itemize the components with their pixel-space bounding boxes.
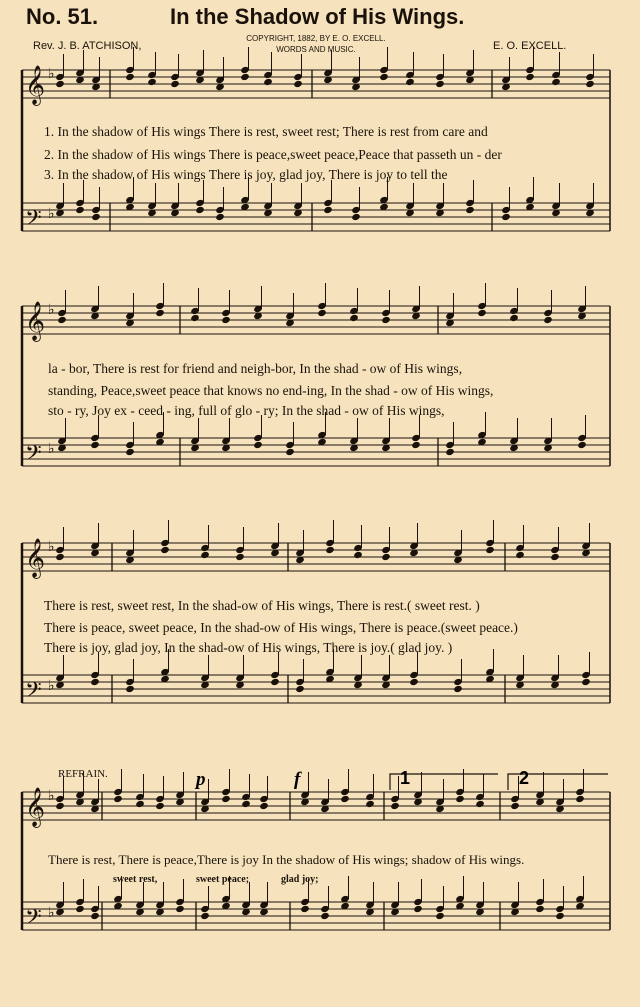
treble-clef-icon: 𝄞: [25, 301, 46, 341]
treble-note: [435, 80, 445, 88]
copyright-subline: WORDS AND MUSIC.: [276, 45, 356, 54]
treble-clef-icon: 𝄞: [25, 787, 46, 827]
hymn-number: No. 51.: [26, 4, 99, 29]
echo-lyric: sweet peace;: [196, 874, 250, 885]
lyric-line: standing, Peace,sweet peace that knows no end-ing, In the shad - ow of His wings,: [48, 383, 494, 398]
treble-note: [155, 309, 165, 317]
flat-icon: ♭: [48, 441, 55, 457]
treble-note: [241, 800, 251, 808]
treble-note: [390, 802, 400, 810]
composer-credit: E. O. EXCELL.: [493, 40, 567, 52]
flat-icon: ♭: [48, 788, 55, 804]
treble-note: [485, 546, 495, 554]
treble-note: [160, 546, 170, 554]
flat-icon: ♭: [48, 206, 55, 222]
dynamic-marking: f: [294, 769, 301, 790]
treble-note: [475, 800, 485, 808]
lyric-line: There is rest, sweet rest, In the shad-ow of His wings, There is rest.( sweet rest. ): [44, 598, 480, 613]
bass-note: [411, 441, 421, 449]
bass-note: [320, 912, 330, 920]
bass-note: [435, 912, 445, 920]
author-credit: Rev. J. B. ATCHISON,: [33, 40, 142, 52]
treble-note: [585, 80, 595, 88]
treble-note: [510, 802, 520, 810]
bass-note: [465, 206, 475, 214]
treble-note: [543, 316, 553, 324]
treble-note: [353, 551, 363, 559]
treble-note: [365, 800, 375, 808]
bass-note: [175, 905, 185, 913]
hymn-title: In the Shadow of His Wings.: [170, 4, 465, 29]
bass-note: [577, 441, 587, 449]
bass-note: [215, 213, 225, 221]
treble-note: [550, 553, 560, 561]
bass-note: [285, 448, 295, 456]
treble-note: [55, 553, 65, 561]
bass-note: [90, 678, 100, 686]
lyric-line: 1. In the shadow of His wings There is rest, sweet rest; There is rest from care and: [44, 124, 488, 139]
bass-note: [75, 206, 85, 214]
flat-icon: ♭: [48, 905, 55, 921]
bass-note: [555, 912, 565, 920]
treble-note: [349, 314, 359, 322]
treble-note: [340, 795, 350, 803]
bass-note: [125, 685, 135, 693]
treble-note: [125, 73, 135, 81]
treble-note: [379, 73, 389, 81]
treble-note: [155, 802, 165, 810]
bass-clef-icon: 𝄢: [25, 206, 42, 236]
treble-note: [525, 73, 535, 81]
lyric-line: la - bor, There is rest for friend and neigh-bor, In the shad - ow of His wings,: [48, 361, 463, 376]
treble-note: [55, 80, 65, 88]
bass-note: [409, 678, 419, 686]
bass-note: [535, 905, 545, 913]
treble-note: [135, 800, 145, 808]
treble-note: [147, 78, 157, 86]
treble-note: [235, 553, 245, 561]
flat-icon: ♭: [48, 678, 55, 694]
bass-note: [91, 213, 101, 221]
bass-note: [501, 213, 511, 221]
bass-note: [270, 678, 280, 686]
lyric-line: 2. In the shadow of His wings There is peace,sweet peace,Peace that passeth un - der: [44, 147, 502, 162]
bass-note: [581, 678, 591, 686]
treble-note: [575, 795, 585, 803]
lyric-line: There is joy, glad joy, In the shad-ow of His wings, There is joy.( glad joy. ): [44, 640, 453, 655]
treble-note: [455, 795, 465, 803]
bass-note: [75, 905, 85, 913]
bass-note: [295, 685, 305, 693]
treble-clef-icon: 𝄞: [25, 538, 46, 578]
flat-icon: ♭: [48, 302, 55, 318]
treble-note: [551, 78, 561, 86]
bass-note: [453, 685, 463, 693]
bass-note: [200, 912, 210, 920]
bass-note: [323, 206, 333, 214]
treble-note: [55, 802, 65, 810]
treble-note: [190, 314, 200, 322]
treble-note: [221, 316, 231, 324]
flat-icon: ♭: [48, 66, 55, 82]
treble-note: [381, 553, 391, 561]
bass-note: [445, 448, 455, 456]
treble-note: [325, 546, 335, 554]
ending-number: 2: [519, 768, 530, 788]
treble-note: [381, 316, 391, 324]
copyright-line: COPYRIGHT, 1882, BY E. O. EXCELL.: [246, 34, 386, 43]
bass-note: [90, 441, 100, 449]
echo-lyric: sweet rest,: [113, 874, 158, 885]
flat-icon: ♭: [48, 539, 55, 555]
ending-number: 1: [400, 768, 411, 788]
treble-note: [259, 802, 269, 810]
bass-clef-icon: 𝄢: [25, 905, 42, 935]
treble-note: [509, 314, 519, 322]
treble-note: [263, 78, 273, 86]
treble-note: [113, 795, 123, 803]
bass-note: [90, 912, 100, 920]
bass-note: [125, 448, 135, 456]
treble-note: [57, 316, 67, 324]
refrain-label: REFRAIN.: [58, 768, 108, 780]
treble-note: [200, 551, 210, 559]
score-notation: [22, 47, 610, 935]
bass-note: [300, 905, 310, 913]
lyric-line: 3. In the shadow of His wings There is joy, glad joy, There is joy to tell the: [44, 167, 448, 182]
bass-note: [413, 905, 423, 913]
treble-note: [477, 309, 487, 317]
lyric-line: There is rest, There is peace,There is joy In the shadow of His wings; shadow of His wings.: [48, 852, 525, 867]
lyric-line: sto - ry, Joy ex - ceed - ing, full of glo - ry; In the shad - ow of His wings,: [48, 403, 445, 418]
treble-note: [170, 80, 180, 88]
treble-note: [515, 551, 525, 559]
bass-note: [195, 206, 205, 214]
treble-clef-icon: 𝄞: [25, 65, 46, 105]
treble-note: [293, 80, 303, 88]
dynamic-marking: p: [196, 769, 206, 790]
echo-lyric: glad joy;: [281, 874, 319, 885]
treble-note: [240, 73, 250, 81]
treble-note: [317, 309, 327, 317]
bass-clef-icon: 𝄢: [25, 441, 42, 471]
treble-note: [405, 78, 415, 86]
bass-note: [253, 441, 263, 449]
bass-clef-icon: 𝄢: [25, 678, 42, 708]
treble-note: [221, 795, 231, 803]
lyric-line: There is peace, sweet peace, In the shad-ow of His wings, There is peace.(sweet peace.): [44, 620, 518, 635]
bass-note: [351, 213, 361, 221]
